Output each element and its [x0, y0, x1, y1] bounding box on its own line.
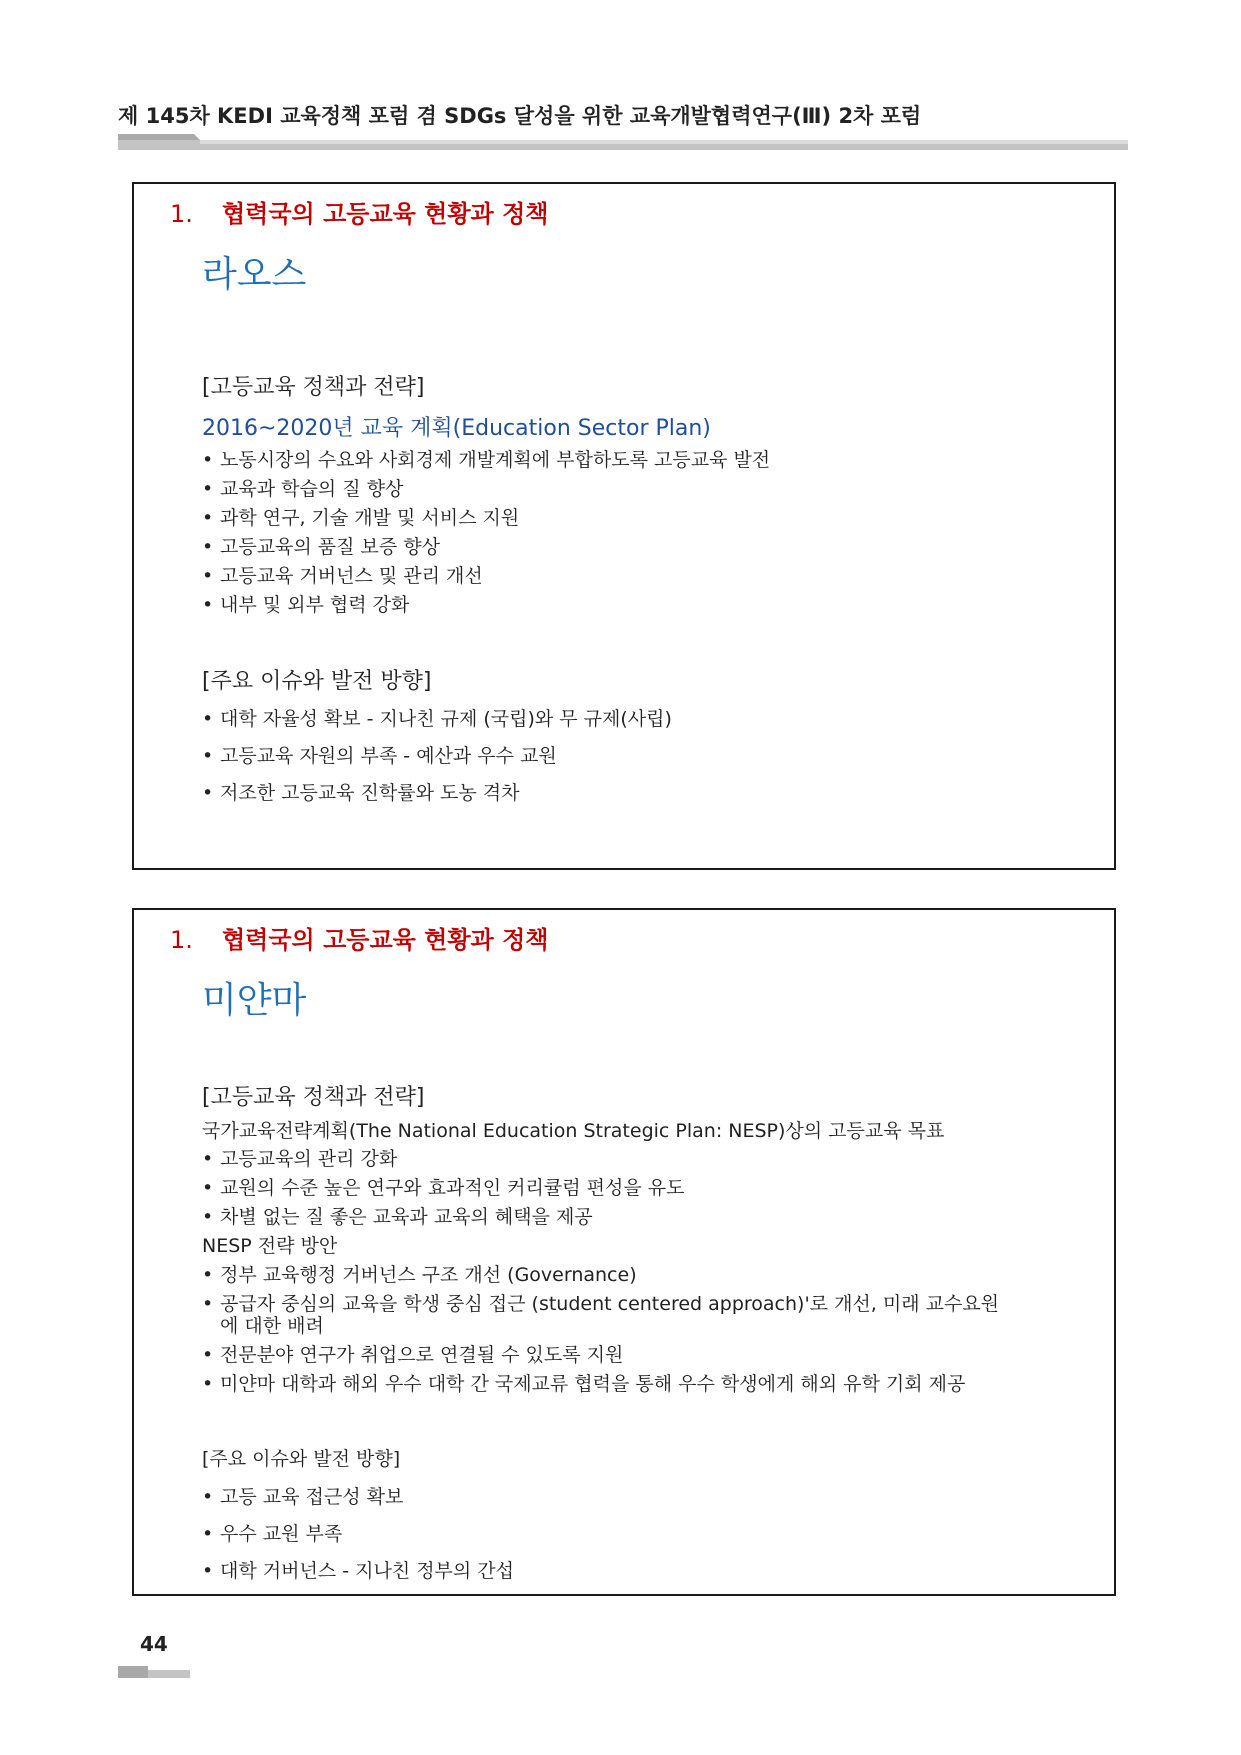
list-item: • 공급자 중심의 교육을 학생 중심 접근 (student centered approach)'로 개선, 미래 교수요원에 대한 배려 — [202, 1293, 1000, 1337]
list-item: • 저조한 고등교육 진학률와 도농 격차 — [202, 782, 520, 804]
section-number: 1. — [170, 200, 193, 228]
list-item: • 고등교육 자원의 부족 - 예산과 우수 교원 — [202, 745, 557, 767]
section-number: 1. — [170, 926, 193, 954]
nesp-intro: 국가교육전략계획(The National Education Strategic Plan: NESP)상의 고등교육 목표 — [202, 1120, 945, 1142]
list-item: • 전문분야 연구가 취업으로 연결될 수 있도록 지원 — [202, 1344, 624, 1366]
list-item: • 교육과 학습의 질 향상 — [202, 478, 404, 500]
strategy-heading: NESP 전략 방안 — [202, 1235, 338, 1257]
section-heading — [170, 194, 548, 229]
list-item: • 정부 교육행정 거버넌스 구조 개선 (Governance) — [202, 1264, 637, 1286]
list-item: • 고등교육의 품질 보증 향상 — [202, 536, 441, 558]
section-title: 협력국의 고등교육 현황과 정책 — [222, 200, 549, 228]
policy-list — [202, 446, 1094, 620]
country-title: 라오스 — [202, 254, 307, 295]
strategy-list — [202, 1261, 1094, 1399]
section-heading — [170, 920, 548, 955]
issues-block — [202, 1444, 1094, 1590]
list-item: • 노동시장의 수요와 사회경제 개발계획에 부합하도록 고등교육 발전 — [202, 449, 771, 471]
list-item: • 차별 없는 질 좋은 교육과 교육의 혜택을 제공 — [202, 1206, 593, 1228]
country-title: 미얀마 — [202, 980, 307, 1021]
page-number: 44 — [140, 1632, 168, 1656]
list-item: • 미얀마 대학과 해외 우수 대학 간 국제교류 협력을 통해 우수 학생에게 해외 유학 기회 제공 — [202, 1373, 966, 1395]
policy-block — [202, 370, 1094, 620]
policy-heading: [고등교육 정책과 전략] — [202, 375, 425, 400]
list-item: • 고등교육의 관리 강화 — [202, 1148, 398, 1170]
issues-heading: [주요 이슈와 발전 방향] — [202, 669, 432, 694]
list-item: • 과학 연구, 기술 개발 및 서비스 지원 — [202, 507, 520, 529]
page-header-title: 제 145차 KEDI 교육정책 포럼 겸 SDGs 달성을 위한 교육개발협력연구(Ⅲ) 2차 포럼 — [118, 104, 922, 128]
policy-heading: [고등교육 정책과 전략] — [202, 1085, 425, 1110]
list-item: • 고등 교육 접근성 확보 — [202, 1486, 404, 1508]
policy-block — [202, 1080, 1094, 1399]
goal-list — [202, 1145, 1094, 1232]
slide-laos — [132, 182, 1116, 870]
list-item: • 우수 교원 부족 — [202, 1523, 343, 1545]
plan-title: 2016~2020년 교육 계획(Education Sector Plan) — [202, 416, 711, 441]
issues-list — [202, 701, 1094, 812]
list-item: • 대학 거버넌스 - 지나친 정부의 간섭 — [202, 1560, 515, 1582]
header-rule — [118, 134, 1128, 150]
list-item: • 내부 및 외부 협력 강화 — [202, 594, 410, 616]
issues-block — [202, 664, 1094, 812]
issues-heading: [주요 이슈와 발전 방향] — [202, 1448, 401, 1470]
slide-myanmar — [132, 908, 1116, 1596]
list-item: • 고등교육 거버넌스 및 관리 개선 — [202, 565, 483, 587]
footer-rule — [118, 1666, 190, 1678]
section-title: 협력국의 고등교육 현황과 정책 — [222, 926, 549, 954]
issues-list — [202, 1479, 1094, 1590]
list-item: • 대학 자율성 확보 - 지나친 규제 (국립)와 무 규제(사립) — [202, 708, 672, 730]
list-item: • 교원의 수준 높은 연구와 효과적인 커리큘럼 편성을 유도 — [202, 1177, 685, 1199]
